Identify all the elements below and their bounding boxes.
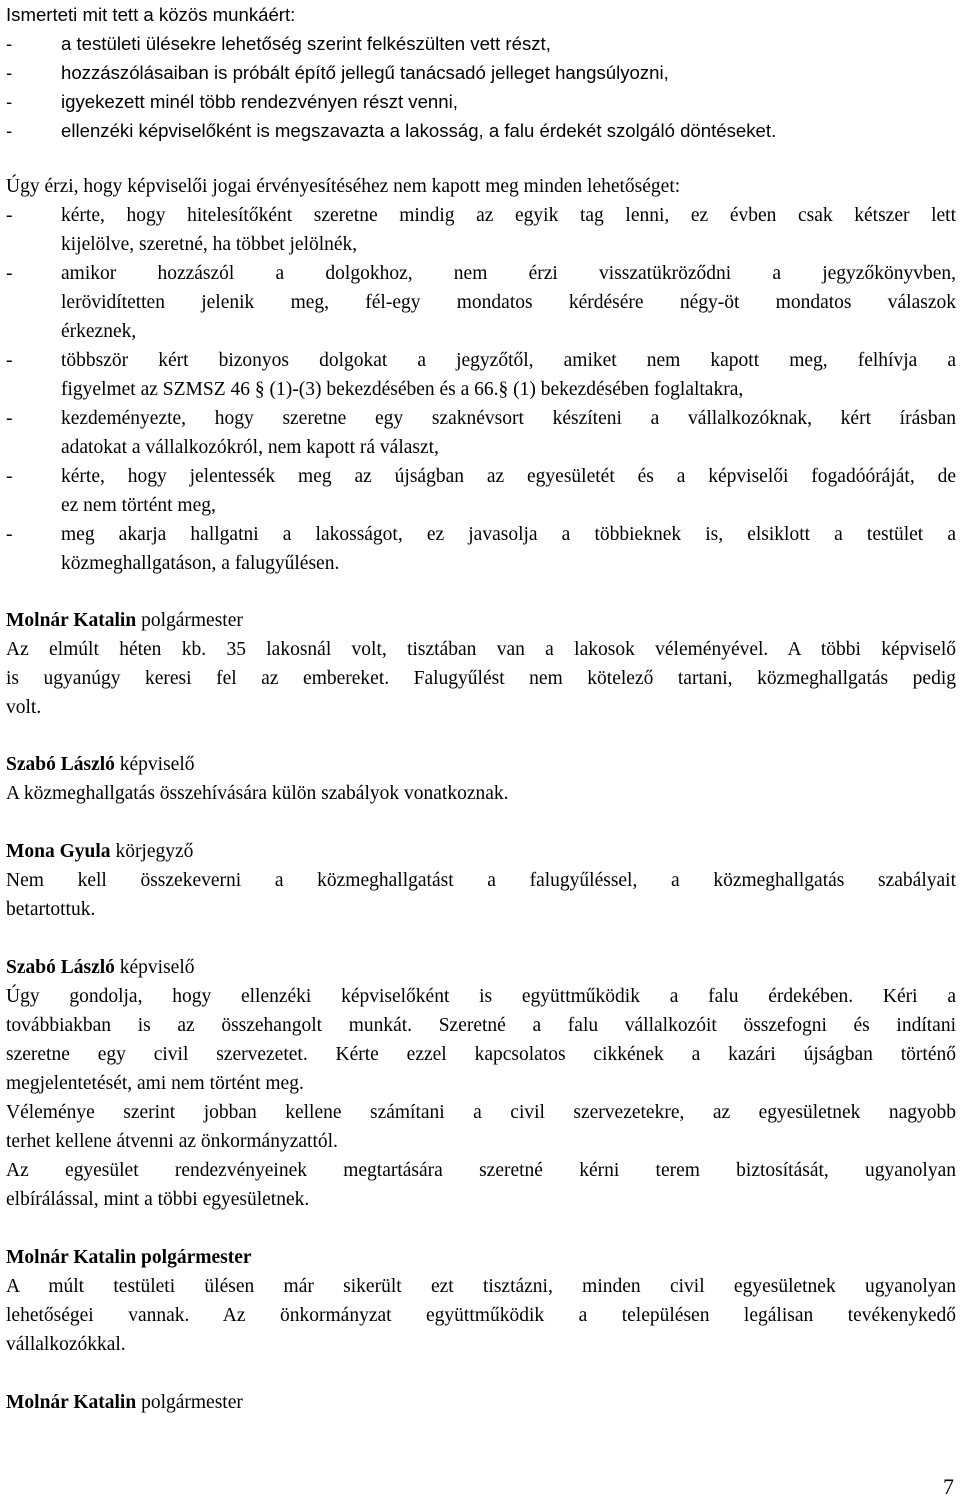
list-item-line: figyelmet az SZMSZ 46 § (1)-(3) bekezdésében és a 66.§ (1) bekezdésében foglaltakra, [61,379,744,400]
paragraph-line: A múlt testületi ülésen már sikerült ezt tisztázni, minden civil egyesületnek ugyanolyan [6,1276,956,1297]
dash: - [6,466,13,487]
list-item-line: többször kért bizonyos dolgokat a jegyzőtől, amiket nem kapott meg, felhívja a [61,350,956,371]
paragraph-line: A közmeghallgatás összehívására külön szabályok vonatkoznak. [6,783,509,804]
paragraph-line: Az elmúlt héten kb. 35 lakosnál volt, tisztában van a lakosok véleményével. A többi képviselő [6,639,956,660]
paragraph-line: is ugyanúgy keresi fel az embereket. Falugyűlést nem kötelező tartani, közmeghallgatás pedig [6,668,956,689]
list-item: hozzászólásaiban is próbált építő jellegű tanácsadó jelleget hangsúlyozni, [61,62,669,83]
paragraph-line: Nem kell összekeverni a közmeghallgatást a falugyűléssel, a közmeghallgatás szabályait [6,870,956,891]
paragraph-line: terhet kellene átvenni az önkormányzattól. [6,1131,338,1152]
speaker-name: Molnár Katalin [6,1392,137,1413]
list-item-line: kijelölve, szeretné, ha többet jelölnék, [61,234,358,255]
paragraph-line: Úgy gondolja, hogy ellenzéki képviselőként is együttműködik a falu érdekében. Kéri a [6,986,956,1007]
list-item-line: meg akarja hallgatni a lakosságot, ez javasolja a többieknek is, elsiklott a testület a [61,524,956,545]
list-item-line: kérte, hogy hitelesítőként szeretne mindig az egyik tag lenni, ez évben csak kétszer lett [61,205,956,226]
intro-heading: Ismerteti mit tett a közös munkáért: [6,4,296,25]
list-item-line: kezdeményezte, hogy szeretne egy szaknévsort készíteni a vállalkozóknak, kért írásban [61,408,956,429]
speaker-heading-text: Molnár Katalin polgármester [6,1247,252,1268]
dash: - [6,205,13,226]
list-item-line: lerövidítetten jelenik meg, fél-egy mondatos kérdésére négy-öt mondatos válaszok [61,292,956,313]
list-item-line: érkeznek, [61,321,137,342]
speaker-heading [6,953,195,982]
paragraph-line: továbbiakban is az összehangolt munkát. Szeretné a falu vállalkozóit összefogni és indítani [6,1015,956,1036]
speaker-role: polgármester [141,1392,243,1413]
list-item-line: amikor hozzászól a dolgokhoz, nem érzi visszatükröződni a jegyzőkönyvben, [61,263,956,284]
dash: - [6,350,13,371]
list-item-line: ez nem történt meg, [61,495,216,516]
paragraph-line: megjelentetését, ami nem történt meg. [6,1073,304,1094]
speaker-heading [6,837,193,866]
dash: - [6,33,13,54]
list-item: ellenzéki képviselőként is megszavazta a lakosság, a falu érdekét szolgáló döntéseket. [61,120,777,141]
list-item-line: kérte, hogy jelentessék meg az újságban az egyesületét és a képviselői fogadóóráját, de [61,466,956,487]
dash: - [6,62,13,83]
dash: - [6,120,13,141]
speaker-name: Szabó László [6,754,115,775]
paragraph-line: szeretne egy civil szervezetet. Kérte ezzel kapcsolatos cikkének a kazári újságban történő [6,1044,956,1065]
rights-heading: Úgy érzi, hogy képviselői jogai érvényesítéséhez nem kapott meg minden lehetőséget: [6,176,681,197]
page-number: 7 [943,1474,954,1499]
speaker-role: polgármester [141,610,243,631]
speaker-heading [6,1243,252,1272]
paragraph-line: Véleménye szerint jobban kellene számítani a civil szervezetekre, az egyesületnek nagyobb [6,1102,956,1123]
paragraph-line: volt. [6,697,42,718]
paragraph-line: elbírálással, mint a többi egyesületnek. [6,1189,310,1210]
list-item: igyekezett minél több rendezvényen részt venni, [61,91,458,112]
speaker-role: körjegyző [115,841,194,862]
speaker-name: Mona Gyula [6,841,111,862]
dash: - [6,408,13,429]
speaker-name: Molnár Katalin [6,610,137,631]
speaker-heading [6,750,195,779]
dash: - [6,263,13,284]
speaker-role: képviselő [119,754,195,775]
speaker-name: Szabó László [6,957,115,978]
paragraph-line: betartottuk. [6,899,96,920]
speaker-role: képviselő [119,957,195,978]
speaker-heading [6,1388,243,1417]
paragraph-line: lehetőségei vannak. Az önkormányzat együttműködik a településen legálisan tevékenykedő [6,1305,956,1326]
paragraph-line: Az egyesület rendezvényeinek megtartására szeretné kérni terem biztosítását, ugyanolyan [6,1160,956,1181]
dash: - [6,524,13,545]
list-item: a testületi ülésekre lehetőség szerint felkészülten vett részt, [61,33,551,54]
dash: - [6,91,13,112]
list-item-line: közmeghallgatáson, a falugyűlésen. [61,553,340,574]
speaker-heading [6,606,243,635]
list-item-line: adatokat a vállalkozókról, nem kapott rá választ, [61,437,439,458]
paragraph-line: vállalkozókkal. [6,1334,126,1355]
